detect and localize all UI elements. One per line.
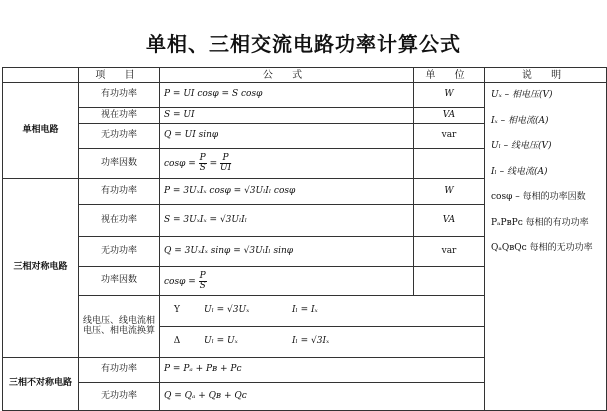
item-cell: 有功功率	[79, 179, 160, 205]
header-formula: 公 式	[160, 68, 414, 83]
table-row	[3, 83, 607, 108]
item-cell-conversion: 线电压、线电流相电压、相电流换算	[79, 296, 160, 358]
unit-cell	[414, 267, 485, 296]
delta-voltage: Uₗ = Uₓ	[194, 327, 288, 358]
item-cell: 视在功率	[79, 205, 160, 237]
header-unit: 单 位	[414, 68, 485, 83]
item-cell: 无功功率	[79, 237, 160, 267]
formula-cell: Q = Qₐ + Qʙ + Qᴄ	[160, 383, 485, 411]
delta-symbol: Δ	[160, 327, 194, 358]
delta-row	[160, 327, 484, 358]
unit-cell: VA	[414, 108, 485, 124]
conversion-cell	[160, 296, 485, 358]
note-item: QₐQʙQᴄ 每相的无功功率	[491, 243, 593, 253]
item-cell: 无功功率	[79, 383, 160, 411]
item-cell: 功率因数	[79, 149, 160, 179]
formula-cell: S = 3UₓIₓ = √3UₗIₗ	[160, 205, 414, 237]
star-voltage: Uₗ = √3Uₓ	[204, 305, 250, 316]
note-item: Uₗ – 线电压(V)	[491, 141, 552, 151]
fraction	[199, 272, 207, 291]
formula-cell	[160, 267, 414, 296]
fraction	[199, 154, 207, 173]
item-cell: 有功功率	[79, 83, 160, 108]
item-cell: 视在功率	[79, 108, 160, 124]
formula-cell: Q = UI sinφ	[160, 124, 414, 149]
note-item: cosφ – 每相的功率因数	[491, 192, 586, 202]
fraction-denominator: S	[199, 163, 206, 173]
formula-lhs: cosφ =	[164, 276, 196, 287]
header-item: 项 目	[79, 68, 160, 83]
formula-table	[2, 67, 607, 411]
unit-cell: var	[414, 237, 485, 267]
formula-cell	[160, 149, 414, 179]
formula-cell: P = 3UₓIₓ cosφ = √3UₗIₗ cosφ	[160, 179, 414, 205]
note-item: Iₗ – 线电流(A)	[491, 166, 548, 177]
unit-cell: W	[414, 83, 485, 108]
header-blank	[3, 68, 79, 83]
formula-cell: S = UI	[160, 108, 414, 124]
fraction-numerator: P	[199, 153, 206, 163]
star-symbol: Y	[174, 305, 180, 316]
formula-cell: Q = 3UₓIₓ sinφ = √3UₗIₗ sinφ	[160, 237, 414, 267]
fraction-denominator: UI	[220, 163, 232, 173]
notes-cell	[485, 83, 607, 411]
star-current: Iₗ = Iₓ	[292, 305, 318, 316]
equals-sign: =	[209, 159, 218, 169]
note-item: Iₓ – 相电流(A)	[491, 115, 549, 126]
formula-cell: P = Pₐ + Pʙ + Pᴄ	[160, 358, 485, 383]
category-single-phase: 单相电路	[3, 83, 79, 179]
formula-lhs: cosφ =	[164, 159, 196, 169]
category-three-phase-symmetric: 三相对称电路	[3, 179, 79, 358]
fraction	[220, 154, 231, 173]
unit-cell	[414, 149, 485, 179]
item-cell: 功率因数	[79, 267, 160, 296]
fraction-denominator: S	[199, 280, 206, 291]
fraction-numerator: P	[199, 270, 206, 281]
delta-current: Iₗ = √3Iₓ	[288, 327, 484, 358]
header-note: 说 明	[485, 68, 607, 83]
header-row	[3, 68, 607, 83]
star-row	[160, 296, 484, 327]
unit-cell: VA	[414, 205, 485, 237]
unit-cell: W	[414, 179, 485, 205]
unit-cell: var	[414, 124, 485, 149]
item-cell: 有功功率	[79, 358, 160, 383]
item-cell: 无功功率	[79, 124, 160, 149]
note-item: PₐPʙPᴄ 每相的有功功率	[491, 217, 589, 228]
fraction-numerator: P	[220, 154, 231, 164]
note-item: Uₓ – 相电压(V)	[491, 90, 553, 100]
category-three-phase-asymmetric: 三相不对称电路	[3, 358, 79, 411]
page-title: 单相、三相交流电路功率计算公式	[146, 32, 461, 56]
conversion-table	[160, 296, 484, 357]
formula-cell: P = UI cosφ = S cosφ	[160, 83, 414, 108]
